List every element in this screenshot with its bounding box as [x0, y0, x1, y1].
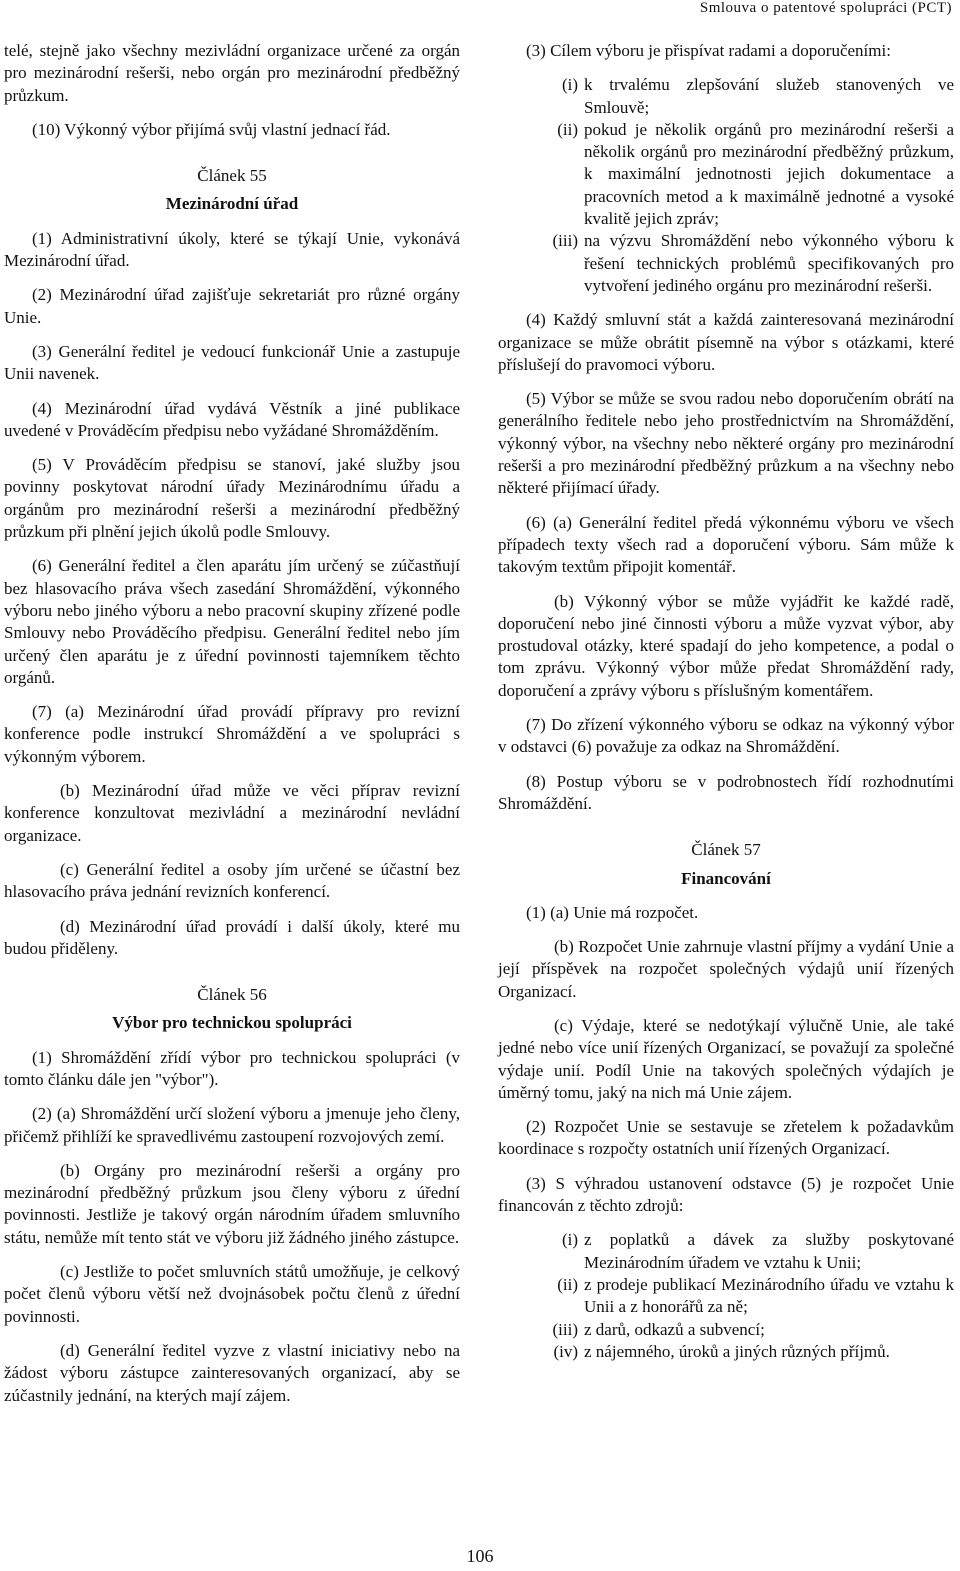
enumerated-list: [498, 74, 954, 297]
paragraph: (d) Generální ředitel vyzve z vlastní iniciativy nebo na žádost výboru zástupce zainteresovaných organizací, aby se zúčastnily jednání, na kterých mají zájem.: [4, 1340, 460, 1405]
article-number: Článek 56: [197, 985, 267, 1005]
paragraph: (8) Postup výboru se v podrobnostech řídí rozhodnutími Shromáždění.: [498, 771, 954, 813]
list-text: z nájemného, úroků a jiných různých příjmů.: [584, 1341, 890, 1361]
paragraph: (b) Orgány pro mezinárodní rešerši a orgány pro mezinárodní předběžný průzkum jsou členy výboru z úřední povinnosti. Jestliže je takový orgán národním úřadem smluvního státu, nemůže mít tento stát ve výboru již žádného jiného zástupce.: [4, 1160, 460, 1247]
list-marker: (i): [561, 1230, 578, 1250]
list-text: z poplatků a dávek za služby poskytované Mezinárodním úřadem ve vztahu k Unii;: [584, 1230, 954, 1272]
list-item: [498, 1319, 954, 1341]
paragraph: (b) Výkonný výbor se může vyjádřit ke každé radě, doporučení nebo jiné činnosti výboru a může vyzvat výbor, aby prostudoval otázky, které spadají do jeho kompetence, a podal o tom zprávu. Výkonný výbor může předat Shromáždění rady, doporučení a zprávy výboru s příslušným komentářem.: [498, 591, 954, 700]
article-title: Výbor pro technickou spolupráci: [112, 1013, 352, 1033]
list-item: [498, 230, 954, 297]
paragraph: telé, stejně jako všechny mezivládní organizace určené za orgán pro mezinárodní rešerši, nebo orgán pro mezinárodní předběžný průzkum.: [4, 41, 460, 105]
article-title: Mezinárodní úřad: [165, 194, 299, 214]
paragraph: (c) Generální ředitel a osoby jím určené se účastní bez hlasovacího práva jednání revizních konferencí.: [4, 859, 460, 902]
paragraph: (5) V Prováděcím předpisu se stanoví, jaké služby jsou povinny poskytovat národní úřady Mezinárodnímu úřadu a orgánům pro mezinárodní rešerši a mezinárodní předběžný průzkum při plnění jejich úkolů podle Smlouvy.: [4, 455, 460, 542]
left-column: [4, 40, 460, 1419]
list-marker: (ii): [557, 119, 578, 139]
paragraph: (1) Shromáždění zřídí výbor pro technickou spolupráci (v tomto článku dále jen "výbor").: [4, 1047, 460, 1089]
list-text: z darů, odkazů a subvencí;: [584, 1319, 765, 1339]
page-number: 106: [466, 1546, 494, 1566]
list-marker: (iii): [552, 231, 578, 251]
running-header: Smlouva o patentové spolupráci (PCT): [699, 0, 952, 16]
enumerated-list: [498, 1229, 954, 1363]
paragraph: (c) Jestliže to počet smluvních států umožňuje, je celkový počet členů výboru větší než dvojnásobek počtu členů z úřední povinnosti.: [4, 1262, 460, 1326]
paragraph: (5) Výbor se může se svou radou nebo doporučením obrátí na generálního ředitele nebo jeho prostřednictvím na Shromáždění, výkonný výbor, na všechny nebo některé orgány pro mezinárodní rešerši a pro mezinárodní předběžný průzkum a na všechny nebo některé přijímací úřady.: [498, 389, 954, 498]
list-item: [498, 74, 954, 119]
article-number: Článek 57: [691, 840, 761, 860]
list-item: [498, 119, 954, 230]
list-marker: (iii): [552, 1319, 578, 1339]
list-item: [498, 1274, 954, 1319]
list-text: pokud je několik orgánů pro mezinárodní rešerši a několik orgánů pro mezinárodní předběžný průzkum, k maximální jednotnosti jejich dokumentace a pracovních metod a k maximálně jednotné a vysoké kvalitě jejich zpráv;: [584, 119, 954, 229]
paragraph: (d) Mezinárodní úřad provádí i další úkoly, které mu budou přiděleny.: [4, 916, 460, 958]
paragraph: (10) Výkonný výbor přijímá svůj vlastní jednací řád.: [32, 119, 391, 139]
paragraph: (6) Generální ředitel a člen aparátu jím určený se zúčastňují bez hlasovacího práva všech zasedání Shromáždění, výkonného výboru nebo jiného výboru a nebo pracovní skupiny zřízené podle Smlouvy nebo Prováděcího předpisu. Generální ředitel nebo jím určený člen aparátu je z úřední povinnosti tajemníkem těchto orgánů.: [4, 556, 460, 687]
right-column: [498, 40, 954, 1375]
paragraph: (3) Cílem výboru je přispívat radami a doporučeními:: [526, 41, 891, 60]
list-text: k trvalému zlepšování služeb stanovených ve Smlouvě;: [584, 75, 954, 117]
list-item: [498, 1229, 954, 1274]
list-text: z prodeje publikací Mezinárodního úřadu ve vztahu k Unii a z honorářů za ně;: [584, 1274, 954, 1317]
paragraph: (1) (a) Unie má rozpočet.: [526, 902, 699, 922]
paragraph: (c) Výdaje, které se nedotýkají výlučně Unie, ale také jedné nebo více unií řízených Organizací, se považují za společné výdaje unií. Podíl Unie na takových společných výdajích je úměrný tomu, jaký na nich má Unie zájem.: [498, 1015, 954, 1102]
paragraph: (b) Mezinárodní úřad může ve věci příprav revizní konference konzultovat mezivládní a mezinárodní nevládní organizace.: [4, 781, 460, 845]
paragraph: (6) (a) Generální ředitel předá výkonnému výboru ve všech případech texty všech rad a doporučení výboru. Sám může k takovým textům připojit komentář.: [498, 512, 954, 577]
paragraph: (1) Administrativní úkoly, které se týkají Unie, vykonává Mezinárodní úřad.: [4, 228, 460, 271]
paragraph: (3) Generální ředitel je vedoucí funkcionář Unie a zastupuje Unii navenek.: [4, 341, 460, 384]
paragraph: (3) S výhradou ustanovení odstavce (5) je rozpočet Unie financován z těchto zdrojů:: [498, 1173, 954, 1216]
article-number: Článek 55: [197, 166, 267, 186]
list-marker: (i): [561, 75, 578, 95]
article-title: Financování: [681, 868, 771, 888]
paragraph: (7) Do zřízení výkonného výboru se odkaz na výkonný výbor v odstavci (6) považuje za odkaz na Shromáždění.: [498, 715, 954, 757]
paragraph: (2) Mezinárodní úřad zajišťuje sekretariát pro různé orgány Unie.: [4, 285, 460, 327]
list-marker: (ii): [557, 1274, 578, 1294]
list-text: na výzvu Shromáždění nebo výkonného výboru k řešení technických problémů specifikovaných pro vytvoření jediného orgánu pro mezinárodní rešerši.: [584, 231, 954, 295]
paragraph: (2) Rozpočet Unie se sestavuje se zřetelem k požadavkům koordinace s rozpočty ostatních unií řízených Organizací.: [498, 1117, 954, 1159]
paragraph: (2) (a) Shromáždění určí složení výboru a jmenuje jeho členy, přičemž přihlíží ke spravedlivému zastoupení rozvojových zemí.: [4, 1104, 460, 1146]
paragraph: (7) (a) Mezinárodní úřad provádí přípravy pro revizní konference podle instrukcí Shromáždění a ve spolupráci s výkonným výborem.: [4, 702, 460, 766]
paragraph: (4) Každý smluvní stát a každá zainteresovaná mezinárodní organizace se může obrátit písemně na výbor s otázkami, které příslušejí do pravomoci výboru.: [498, 310, 954, 374]
paragraph: (b) Rozpočet Unie zahrnuje vlastní příjmy a vydání Unie a její příspěvek na rozpočet společných výdajů unií řízených Organizací.: [498, 937, 954, 1001]
list-marker: (iv): [553, 1341, 578, 1361]
list-item: [498, 1341, 954, 1363]
paragraph: (4) Mezinárodní úřad vydává Věstník a jiné publikace uvedené v Prováděcím předpisu nebo vyžádané Shromážděním.: [4, 398, 460, 440]
